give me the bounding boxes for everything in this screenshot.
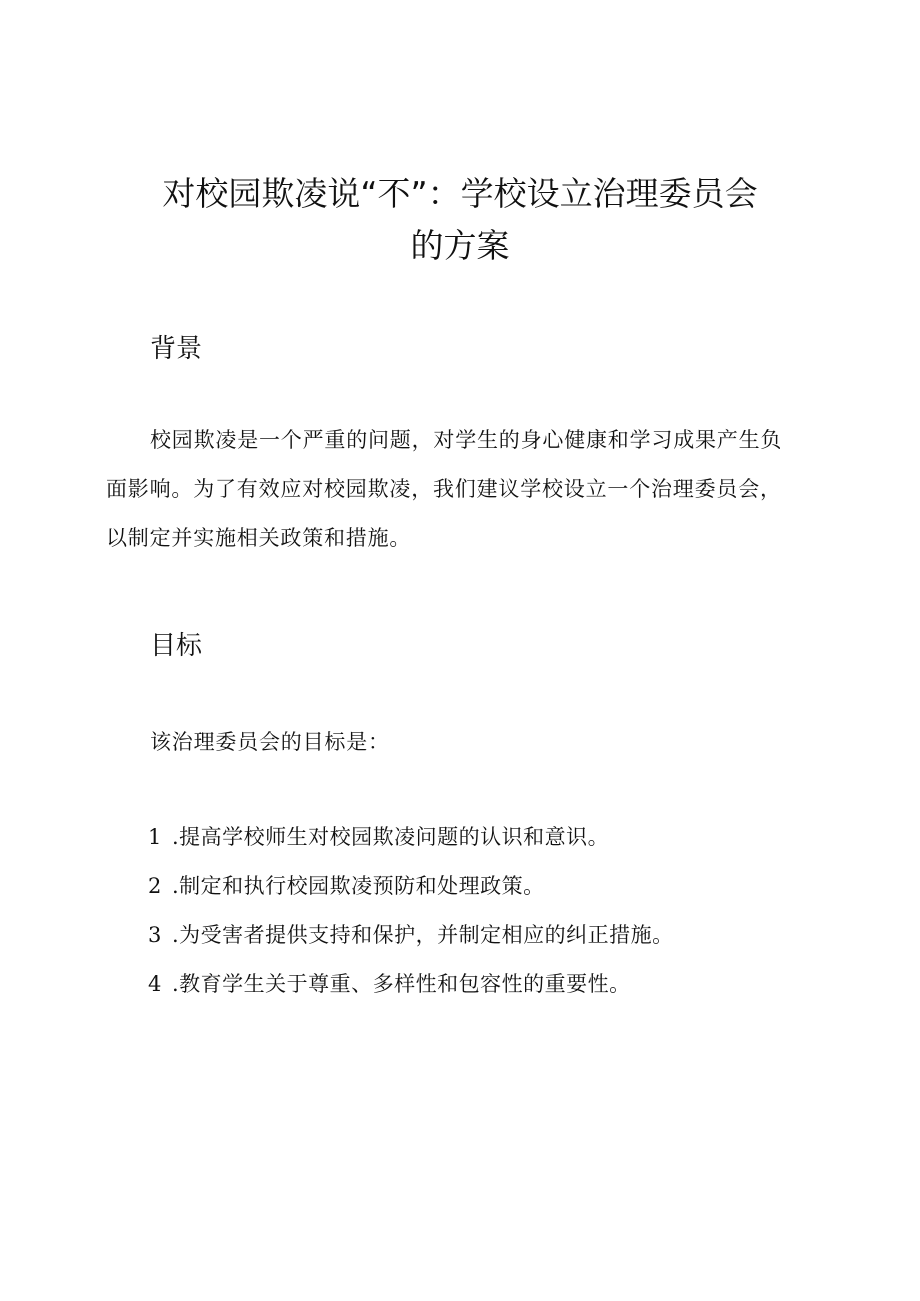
goal-intro: 该治理委员会的目标是： (150, 730, 390, 754)
goal-list-number: 4 (148, 972, 162, 996)
goal-list-item (148, 920, 674, 950)
goal-list-number: 3 (148, 923, 162, 947)
background-paragraph-line-2: 面影响。为了有效应对校园欺凌，我们建议学校设立一个治理委员会， (106, 477, 782, 501)
section-heading-goal: 目标 (150, 631, 203, 661)
goal-list-item (148, 871, 545, 901)
background-paragraph-line-3: 以制定并实施相关政策和措施。 (106, 526, 412, 550)
goal-list-text: .为受害者提供支持和保护，并制定相应的纠正措施。 (172, 923, 674, 947)
title-line-2: 的方案 (410, 226, 510, 265)
goal-list-number: 1 (148, 825, 162, 849)
section-heading-background: 背景 (150, 334, 203, 364)
goal-list-item (148, 969, 631, 999)
goal-list-item (148, 822, 609, 852)
goal-list-text: .制定和执行校园欺凌预防和处理政策。 (172, 874, 545, 898)
background-paragraph-line-1: 校园欺凌是一个严重的问题，对学生的身心健康和学习成果产生负 (150, 428, 783, 452)
goal-list-number: 2 (148, 874, 162, 898)
goal-list-text: .教育学生关于尊重、多样性和包容性的重要性。 (172, 972, 631, 996)
title-line-1: 对校园欺凌说“不”：学校设立治理委员会 (162, 174, 758, 213)
document-title (100, 168, 820, 272)
goal-list-text: .提高学校师生对校园欺凌问题的认识和意识。 (172, 825, 610, 849)
